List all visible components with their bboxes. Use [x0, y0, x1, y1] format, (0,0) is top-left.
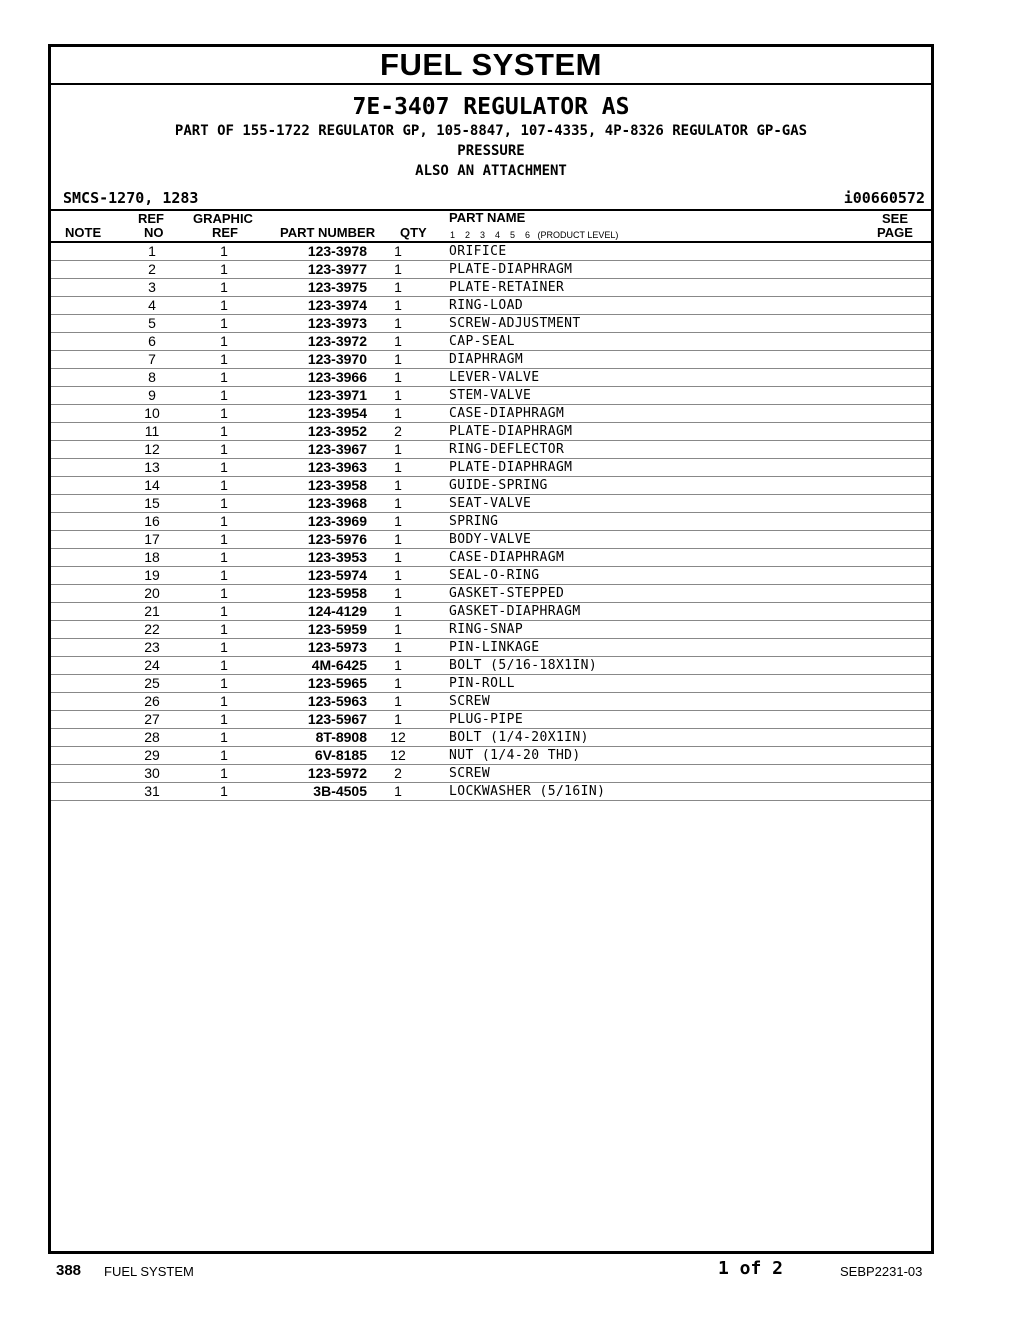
cell-ref-no: 9: [113, 387, 191, 405]
cell-note: [51, 747, 113, 765]
cell-ref-no: 31: [113, 783, 191, 801]
cell-see-page: [871, 387, 931, 405]
cell-see-page: [871, 243, 931, 261]
cell-part-name: LOCKWASHER (5/16IN): [429, 783, 871, 801]
cell-see-page: [871, 405, 931, 423]
cell-see-page: [871, 783, 931, 801]
cell-qty: 1: [367, 315, 429, 333]
cell-see-page: [871, 279, 931, 297]
cell-note: [51, 765, 113, 783]
cell-note: [51, 405, 113, 423]
cell-part-name: GUIDE-SPRING: [429, 477, 871, 495]
cell-ref-no: 13: [113, 459, 191, 477]
cell-graphic-ref: 1: [191, 657, 257, 675]
cell-part-name: PIN-ROLL: [429, 675, 871, 693]
cell-see-page: [871, 549, 931, 567]
cell-part-name: CASE-DIAPHRAGM: [429, 549, 871, 567]
cell-ref-no: 8: [113, 369, 191, 387]
cell-part-name: SCREW: [429, 765, 871, 783]
cell-graphic-ref: 1: [191, 297, 257, 315]
cell-graphic-ref: 1: [191, 765, 257, 783]
cell-note: [51, 315, 113, 333]
cell-graphic-ref: 1: [191, 585, 257, 603]
table-row: [51, 495, 931, 513]
cell-part-name: RING-LOAD: [429, 297, 871, 315]
cell-see-page: [871, 441, 931, 459]
cell-graphic-ref: 1: [191, 531, 257, 549]
cell-qty: 1: [367, 639, 429, 657]
cell-ref-no: 21: [113, 603, 191, 621]
cell-ref-no: 26: [113, 693, 191, 711]
cell-part-name: ORIFICE: [429, 243, 871, 261]
table-row: [51, 279, 931, 297]
col-see-bottom: PAGE: [877, 225, 913, 240]
cell-qty: 1: [367, 783, 429, 801]
cell-note: [51, 711, 113, 729]
cell-note: [51, 657, 113, 675]
table-row: [51, 297, 931, 315]
footer-section: FUEL SYSTEM: [104, 1264, 194, 1279]
cell-part-name: NUT (1/4-20 THD): [429, 747, 871, 765]
cell-qty: 1: [367, 567, 429, 585]
cell-part-name: PLATE-DIAPHRAGM: [429, 261, 871, 279]
cell-see-page: [871, 621, 931, 639]
cell-qty: 1: [367, 621, 429, 639]
cell-graphic-ref: 1: [191, 693, 257, 711]
cell-part-number: 124-4129: [257, 603, 367, 621]
cell-part-name: STEM-VALVE: [429, 387, 871, 405]
cell-graphic-ref: 1: [191, 315, 257, 333]
cell-qty: 12: [367, 747, 429, 765]
cell-note: [51, 495, 113, 513]
cell-part-name: SEAT-VALVE: [429, 495, 871, 513]
cell-graphic-ref: 1: [191, 747, 257, 765]
cell-ref-no: 24: [113, 657, 191, 675]
cell-qty: 1: [367, 675, 429, 693]
cell-part-name: BODY-VALVE: [429, 531, 871, 549]
cell-note: [51, 639, 113, 657]
cell-qty: 1: [367, 711, 429, 729]
cell-see-page: [871, 729, 931, 747]
cell-qty: 1: [367, 513, 429, 531]
cell-note: [51, 333, 113, 351]
table-row: [51, 693, 931, 711]
cell-part-name: PLATE-RETAINER: [429, 279, 871, 297]
cell-see-page: [871, 351, 931, 369]
illustration-id: i00660572: [843, 189, 925, 207]
cell-see-page: [871, 261, 931, 279]
cell-graphic-ref: 1: [191, 441, 257, 459]
cell-part-number: 123-3973: [257, 315, 367, 333]
cell-see-page: [871, 495, 931, 513]
cell-part-number: 123-5976: [257, 531, 367, 549]
cell-note: [51, 351, 113, 369]
cell-see-page: [871, 675, 931, 693]
cell-graphic-ref: 1: [191, 333, 257, 351]
cell-qty: 12: [367, 729, 429, 747]
cell-see-page: [871, 639, 931, 657]
cell-graphic-ref: 1: [191, 369, 257, 387]
cell-graphic-ref: 1: [191, 675, 257, 693]
cell-part-number: 123-5963: [257, 693, 367, 711]
cell-see-page: [871, 333, 931, 351]
cell-graphic-ref: 1: [191, 405, 257, 423]
cell-part-number: 6V-8185: [257, 747, 367, 765]
cell-qty: 1: [367, 405, 429, 423]
cell-see-page: [871, 315, 931, 333]
cell-ref-no: 20: [113, 585, 191, 603]
cell-see-page: [871, 657, 931, 675]
page-number: 388: [56, 1262, 82, 1279]
cell-note: [51, 585, 113, 603]
sheet-counter: 1 of 2: [718, 1258, 784, 1279]
cell-graphic-ref: 1: [191, 639, 257, 657]
cell-part-name: LEVER-VALVE: [429, 369, 871, 387]
cell-note: [51, 423, 113, 441]
cell-note: [51, 621, 113, 639]
cell-graphic-ref: 1: [191, 567, 257, 585]
cell-ref-no: 29: [113, 747, 191, 765]
cell-ref-no: 28: [113, 729, 191, 747]
table-row: [51, 585, 931, 603]
title-box: [51, 47, 931, 85]
cell-part-number: 123-3972: [257, 333, 367, 351]
cell-graphic-ref: 1: [191, 621, 257, 639]
table-row: [51, 567, 931, 585]
column-headers: [51, 209, 931, 243]
cell-part-name: GASKET-STEPPED: [429, 585, 871, 603]
cell-qty: 1: [367, 657, 429, 675]
cell-ref-no: 27: [113, 711, 191, 729]
cell-graphic-ref: 1: [191, 279, 257, 297]
cell-part-name: DIAPHRAGM: [429, 351, 871, 369]
cell-ref-no: 6: [113, 333, 191, 351]
cell-part-number: 123-5958: [257, 585, 367, 603]
table-row: [51, 405, 931, 423]
cell-qty: 1: [367, 369, 429, 387]
cell-ref-no: 11: [113, 423, 191, 441]
cell-qty: 1: [367, 333, 429, 351]
cell-graphic-ref: 1: [191, 423, 257, 441]
cell-ref-no: 15: [113, 495, 191, 513]
cell-part-name: CAP-SEAL: [429, 333, 871, 351]
table-row: [51, 783, 931, 801]
page-title: FUEL SYSTEM: [380, 47, 602, 82]
col-graphic-top: GRAPHIC: [193, 211, 253, 226]
cell-qty: 1: [367, 585, 429, 603]
cell-qty: 1: [367, 459, 429, 477]
parts-list-frame: [48, 44, 934, 1254]
cell-note: [51, 441, 113, 459]
cell-see-page: [871, 567, 931, 585]
table-row: [51, 711, 931, 729]
col-part-number: PART NUMBER: [280, 225, 376, 240]
cell-see-page: [871, 603, 931, 621]
cell-part-number: 123-3953: [257, 549, 367, 567]
table-row: [51, 549, 931, 567]
cell-part-number: 123-5967: [257, 711, 367, 729]
col-note: NOTE: [65, 225, 102, 240]
cell-note: [51, 297, 113, 315]
cell-note: [51, 459, 113, 477]
part-of-line-1: PART OF 155-1722 REGULATOR GP, 105-8847, 107-4335, 4P-8326 REGULATOR GP-GAS: [174, 123, 808, 139]
cell-part-name: PLATE-DIAPHRAGM: [429, 459, 871, 477]
col-ref-top: REF: [138, 211, 164, 226]
cell-part-number: 123-3968: [257, 495, 367, 513]
cell-ref-no: 14: [113, 477, 191, 495]
cell-see-page: [871, 531, 931, 549]
cell-qty: 1: [367, 297, 429, 315]
table-row: [51, 603, 931, 621]
table-row: [51, 423, 931, 441]
cell-graphic-ref: 1: [191, 477, 257, 495]
page-footer: [0, 1258, 1020, 1282]
smcs-code: SMCS-1270, 1283: [63, 189, 199, 207]
document-number: SEBP2231-03: [840, 1264, 923, 1279]
cell-note: [51, 243, 113, 261]
cell-part-number: 123-3958: [257, 477, 367, 495]
cell-qty: 1: [367, 261, 429, 279]
table-row: [51, 459, 931, 477]
cell-note: [51, 531, 113, 549]
cell-ref-no: 3: [113, 279, 191, 297]
cell-graphic-ref: 1: [191, 459, 257, 477]
cell-see-page: [871, 585, 931, 603]
cell-part-name: SPRING: [429, 513, 871, 531]
table-row: [51, 441, 931, 459]
cell-qty: 2: [367, 423, 429, 441]
cell-part-number: 123-3977: [257, 261, 367, 279]
cell-see-page: [871, 459, 931, 477]
cell-see-page: [871, 369, 931, 387]
table-row: [51, 729, 931, 747]
cell-part-name: SCREW-ADJUSTMENT: [429, 315, 871, 333]
table-row: [51, 351, 931, 369]
cell-part-name: RING-DEFLECTOR: [429, 441, 871, 459]
cell-see-page: [871, 513, 931, 531]
cell-ref-no: 16: [113, 513, 191, 531]
cell-part-name: PLATE-DIAPHRAGM: [429, 423, 871, 441]
cell-see-page: [871, 297, 931, 315]
cell-part-name: SEAL-O-RING: [429, 567, 871, 585]
cell-see-page: [871, 765, 931, 783]
cell-note: [51, 675, 113, 693]
cell-note: [51, 279, 113, 297]
col-product-level: 1 2 3 4 5 6 (PRODUCT LEVEL): [450, 230, 619, 240]
col-ref-bottom: NO: [144, 225, 164, 240]
cell-part-name: BOLT (5/16-18X1IN): [429, 657, 871, 675]
cell-ref-no: 4: [113, 297, 191, 315]
cell-graphic-ref: 1: [191, 783, 257, 801]
cell-part-number: 123-5959: [257, 621, 367, 639]
cell-ref-no: 7: [113, 351, 191, 369]
cell-see-page: [871, 747, 931, 765]
assembly-title: 7E-3407 REGULATOR AS: [352, 94, 630, 120]
cell-part-name: GASKET-DIAPHRAGM: [429, 603, 871, 621]
table-row: [51, 369, 931, 387]
cell-graphic-ref: 1: [191, 351, 257, 369]
table-row: [51, 765, 931, 783]
cell-qty: 1: [367, 441, 429, 459]
cell-see-page: [871, 711, 931, 729]
cell-part-name: PIN-LINKAGE: [429, 639, 871, 657]
cell-see-page: [871, 477, 931, 495]
table-row: [51, 747, 931, 765]
cell-graphic-ref: 1: [191, 729, 257, 747]
cell-graphic-ref: 1: [191, 261, 257, 279]
cell-part-number: 123-3954: [257, 405, 367, 423]
code-line: [51, 187, 931, 209]
table-row: [51, 243, 931, 261]
cell-part-number: 123-3963: [257, 459, 367, 477]
cell-graphic-ref: 1: [191, 387, 257, 405]
cell-ref-no: 19: [113, 567, 191, 585]
cell-part-number: 8T-8908: [257, 729, 367, 747]
table-row: [51, 657, 931, 675]
cell-ref-no: 25: [113, 675, 191, 693]
cell-qty: 1: [367, 279, 429, 297]
cell-note: [51, 387, 113, 405]
cell-qty: 1: [367, 531, 429, 549]
cell-note: [51, 513, 113, 531]
cell-part-number: 123-3971: [257, 387, 367, 405]
cell-qty: 1: [367, 693, 429, 711]
cell-note: [51, 693, 113, 711]
cell-part-number: 123-3975: [257, 279, 367, 297]
cell-ref-no: 10: [113, 405, 191, 423]
cell-note: [51, 783, 113, 801]
cell-graphic-ref: 1: [191, 513, 257, 531]
cell-note: [51, 477, 113, 495]
cell-ref-no: 12: [113, 441, 191, 459]
col-see-top: SEE: [882, 211, 909, 226]
cell-graphic-ref: 1: [191, 495, 257, 513]
table-row: [51, 333, 931, 351]
cell-note: [51, 369, 113, 387]
cell-ref-no: 23: [113, 639, 191, 657]
cell-part-number: 4M-6425: [257, 657, 367, 675]
cell-ref-no: 5: [113, 315, 191, 333]
table-row: [51, 531, 931, 549]
cell-part-name: PLUG-PIPE: [429, 711, 871, 729]
cell-note: [51, 261, 113, 279]
cell-part-number: 123-5974: [257, 567, 367, 585]
col-qty: QTY: [400, 225, 427, 240]
cell-graphic-ref: 1: [191, 711, 257, 729]
cell-part-name: CASE-DIAPHRAGM: [429, 405, 871, 423]
cell-see-page: [871, 423, 931, 441]
cell-note: [51, 603, 113, 621]
cell-part-number: 123-3952: [257, 423, 367, 441]
cell-part-number: 123-5973: [257, 639, 367, 657]
cell-qty: 1: [367, 603, 429, 621]
col-part-name: PART NAME: [449, 210, 526, 225]
cell-part-number: 123-3974: [257, 297, 367, 315]
cell-qty: 1: [367, 495, 429, 513]
table-row: [51, 315, 931, 333]
cell-part-name: RING-SNAP: [429, 621, 871, 639]
table-row: [51, 675, 931, 693]
cell-qty: 1: [367, 387, 429, 405]
cell-ref-no: 2: [113, 261, 191, 279]
cell-part-number: 3B-4505: [257, 783, 367, 801]
cell-part-number: 123-3967: [257, 441, 367, 459]
cell-graphic-ref: 1: [191, 603, 257, 621]
cell-ref-no: 17: [113, 531, 191, 549]
cell-part-name: BOLT (1/4-20X1IN): [429, 729, 871, 747]
cell-part-number: 123-3978: [257, 243, 367, 261]
cell-ref-no: 30: [113, 765, 191, 783]
table-row: [51, 621, 931, 639]
cell-part-number: 123-3969: [257, 513, 367, 531]
cell-graphic-ref: 1: [191, 549, 257, 567]
cell-ref-no: 18: [113, 549, 191, 567]
table-row: [51, 639, 931, 657]
cell-note: [51, 549, 113, 567]
cell-part-number: 123-5972: [257, 765, 367, 783]
parts-table: [51, 243, 931, 801]
cell-part-number: 123-5965: [257, 675, 367, 693]
attachment-note: ALSO AN ATTACHMENT: [415, 163, 567, 179]
cell-qty: 1: [367, 243, 429, 261]
table-row: [51, 513, 931, 531]
cell-qty: 2: [367, 765, 429, 783]
cell-ref-no: 22: [113, 621, 191, 639]
col-graphic-bottom: REF: [212, 225, 238, 240]
cell-qty: 1: [367, 351, 429, 369]
part-of-line-2: PRESSURE: [457, 143, 525, 159]
cell-note: [51, 567, 113, 585]
cell-part-name: SCREW: [429, 693, 871, 711]
cell-note: [51, 729, 113, 747]
cell-qty: 1: [367, 477, 429, 495]
cell-part-number: 123-3970: [257, 351, 367, 369]
table-row: [51, 477, 931, 495]
cell-see-page: [871, 693, 931, 711]
table-row: [51, 261, 931, 279]
table-row: [51, 387, 931, 405]
cell-graphic-ref: 1: [191, 243, 257, 261]
cell-part-number: 123-3966: [257, 369, 367, 387]
cell-qty: 1: [367, 549, 429, 567]
cell-ref-no: 1: [113, 243, 191, 261]
